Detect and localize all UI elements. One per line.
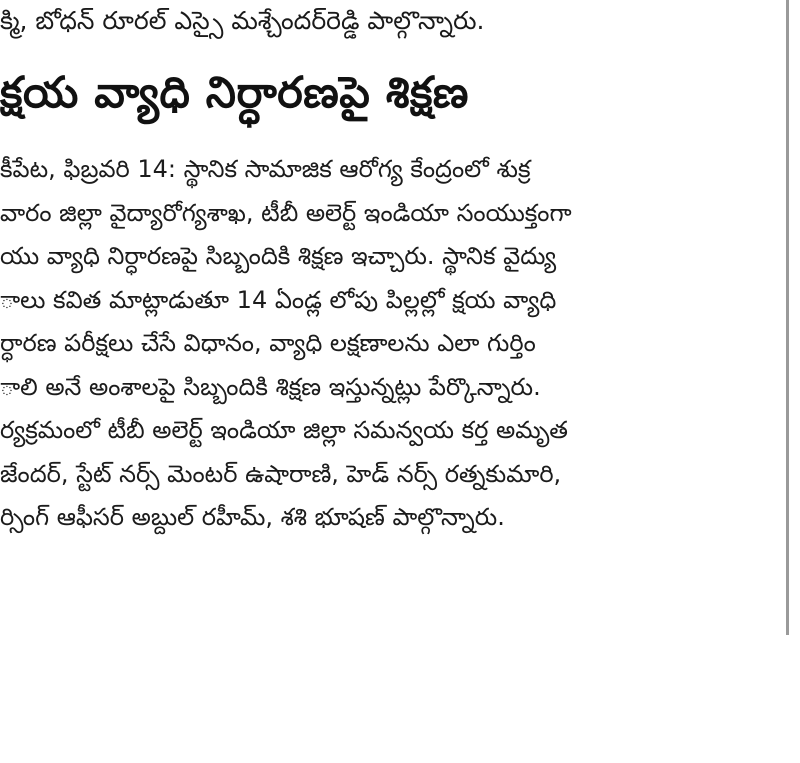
article-body-line: ర్ధారణ పరీక్షలు చేసే విధానం, వ్యాధి లక్షణాలను ఎలా గుర్తిం	[0, 329, 536, 357]
article-body-line: జేందర్, స్టేట్ నర్స్ మెంటర్ ఉషారాణి, హెడ్ నర్స్ రత్నకుమారి,	[0, 459, 562, 488]
article-body-line: ాలు కవిత మాట్లాడుతూ 14 ఏండ్ల లోపు పిల్లల్లో క్షయ వ్యాధి	[0, 285, 557, 314]
article-headline: క్షయ వ్యాధి నిర్ధారణపై శిక్షణ	[0, 68, 469, 118]
column-divider	[786, 0, 789, 635]
article-body-line: ాలి అనే అంశాలపై సిబ్బందికి శిక్షణ ఇస్తున్నట్లు పేర్కొన్నారు.	[0, 372, 541, 401]
article-body-line: ర్సింగ్ ఆఫీసర్ అబ్దుల్ రహీమ్, శశి భూషణ్ పాల్గొన్నారు.	[0, 503, 505, 531]
article-body-line: యు వ్యాధి నిర్ధారణపై సిబ్బందికి శిక్షణ ఇచ్చారు. స్థానిక వైద్యు	[0, 242, 557, 270]
article-body-line: ర్యక్రమంలో టీబీ అలెర్ట్ ఇండియా జిల్లా సమన్వయ కర్త అమృత	[0, 416, 568, 444]
article-body-line: వారం జిల్లా వైద్యారోగ్యశాఖ, టీబీ అలెర్ట్ ఇండియా సంయుక్తంగా	[0, 198, 572, 227]
previous-article-last-line: క్మి, బోధన్ రూరల్ ఎస్సై మశ్చేందర్‌రెడ్డి పాల్గొన్నారు.	[0, 6, 485, 35]
article-body-line: కీపేట, ఫిబ్రవరి 14: స్థానిక సామాజిక ఆరోగ్య కేంద్రంలో శుక్ర	[0, 155, 531, 183]
article-body	[0, 148, 760, 540]
